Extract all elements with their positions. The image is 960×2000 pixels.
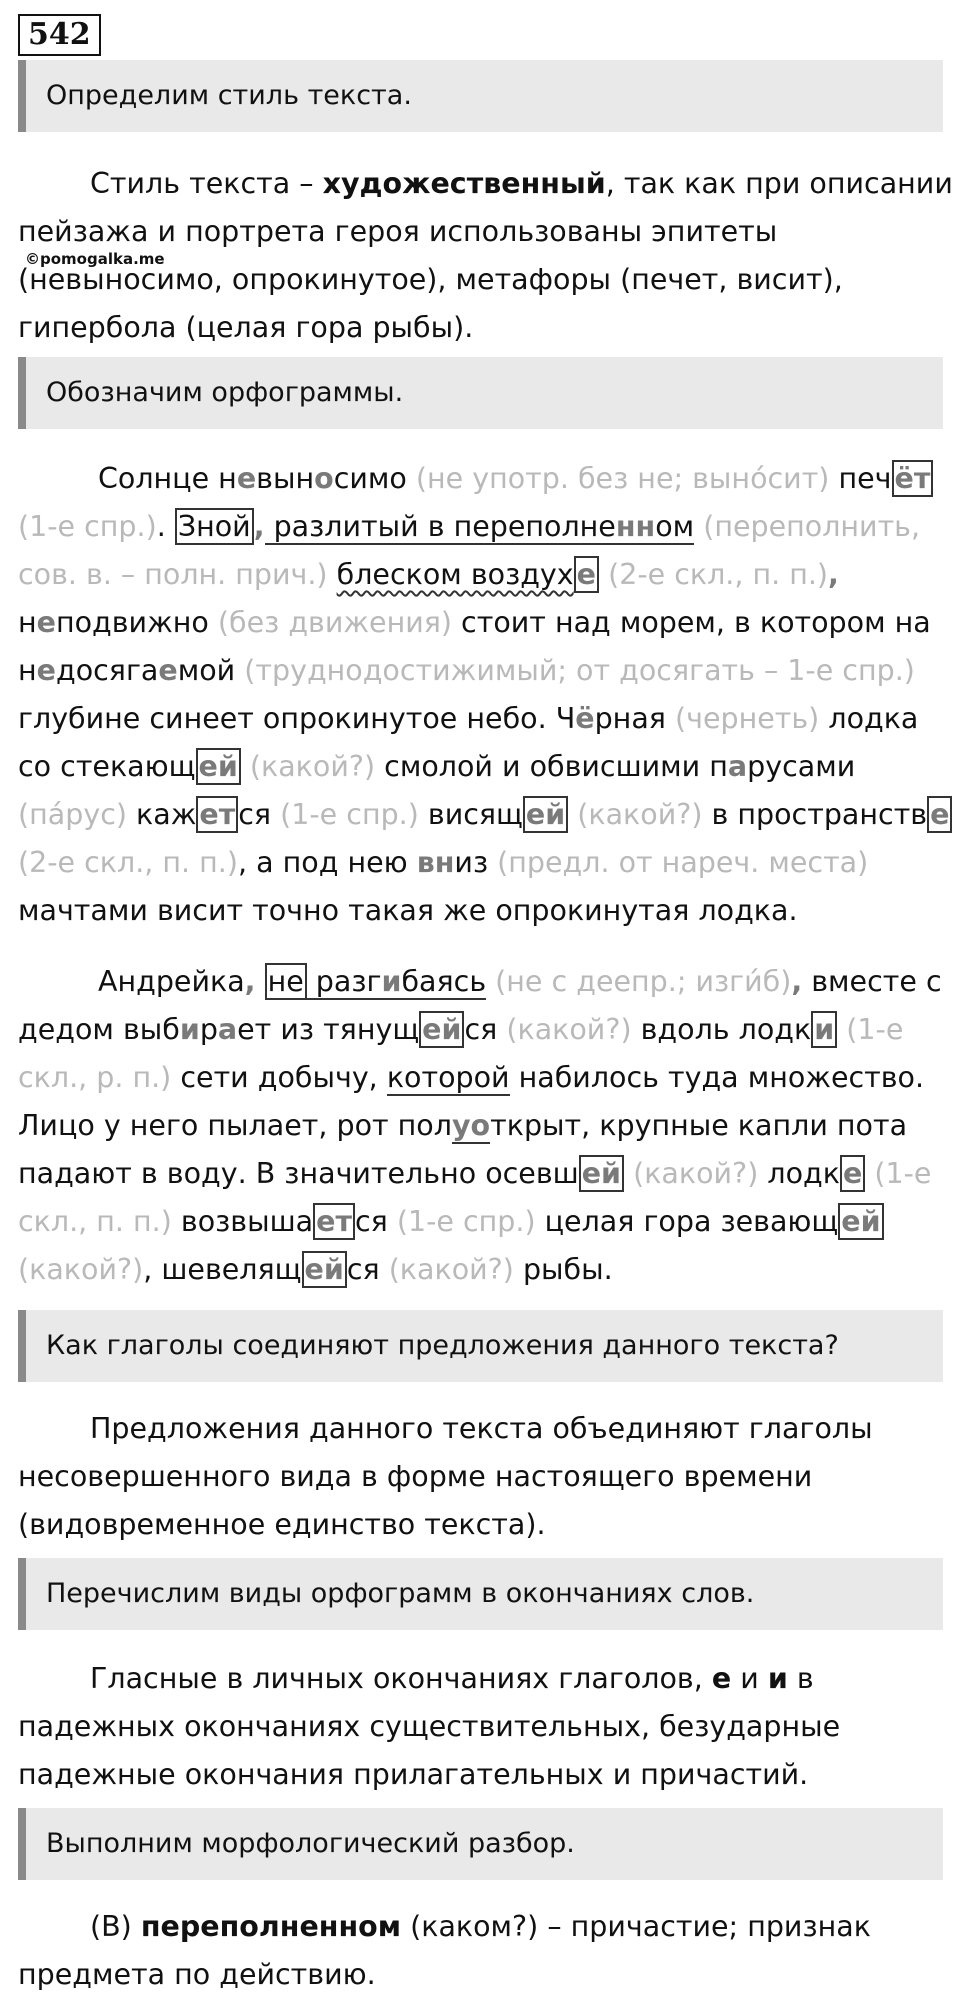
text-fragment: каж: [126, 798, 197, 831]
text-fragment: (ч: [675, 702, 703, 735]
text-fragment: н: [18, 654, 37, 687]
text-fragment: о: [314, 462, 334, 495]
text-fragment: (труднодостижимый; от досягать – 1-е спр.): [244, 654, 915, 687]
text-fragment: (каком?) – причастие; признак: [401, 1910, 871, 1943]
t2-line-7: [18, 1246, 943, 1294]
t1-line-2: [18, 503, 943, 551]
text-fragment: (не употр. без не; вын: [415, 462, 751, 495]
text-fragment: Гласные в личных окончаниях глаголов,: [90, 1662, 712, 1695]
text-fragment: [328, 558, 337, 591]
text-fragment: (2-е скл., п. п.): [599, 558, 829, 591]
text-fragment: е: [236, 462, 257, 495]
t2-line-5: [18, 1150, 943, 1198]
text-fragment: (не с деепр.; изг: [486, 965, 745, 998]
text-fragment: и: [731, 1662, 768, 1695]
text-line: падежных окончаниях существительных, безударные: [18, 1710, 841, 1743]
text-fragment: в: [787, 1662, 814, 1695]
text-fragment: (п: [18, 798, 48, 831]
text-fragment: ткрыт, крупные капли пота: [490, 1109, 908, 1142]
letter-e: е: [711, 1662, 732, 1695]
text-fragment: (какой?): [506, 1013, 632, 1046]
text-fragment: целая гора зевающ: [535, 1205, 839, 1238]
t1-line-7: [18, 743, 943, 791]
text-fragment: ё: [575, 702, 595, 735]
style-term: художественный: [322, 167, 606, 200]
text-fragment: ет: [196, 796, 238, 833]
analyzed-word: переполненном: [140, 1910, 402, 1943]
text-fragment: (1-е спр.): [396, 1205, 536, 1238]
heading-orthograms: Обозначим орфограммы.: [18, 357, 943, 429]
text-fragment: ся: [355, 1205, 397, 1238]
text-fragment: ,: [244, 965, 256, 998]
text-fragment: которой: [386, 1061, 510, 1094]
heading-verbs-question: Как глаголы соединяют предложения данного текста?: [18, 1310, 943, 1382]
t2-line-6: [18, 1198, 943, 1246]
text-fragment: мой: [177, 654, 245, 687]
text-fragment: вместе с: [802, 965, 942, 998]
text-fragment: а: [217, 1013, 238, 1046]
t1-line-6: [18, 695, 943, 743]
text-fragment: разлитый в переполне: [264, 510, 616, 543]
text-fragment: возвыша: [171, 1205, 314, 1238]
text-fragment: Лицо у него пылает, рот пол: [18, 1109, 452, 1142]
text-line: (видовременное единство текста).: [18, 1508, 546, 1541]
text-fragment: (2-е скл., п. п.): [18, 846, 238, 879]
text-line: пейзажа и портрета героя использованы эпитеты: [18, 215, 778, 248]
text-fragment: ет из тянущ: [237, 1013, 420, 1046]
text-fragment: рнеть): [720, 702, 820, 735]
t2-line-2: [18, 1006, 943, 1054]
text-fragment: печ: [838, 462, 892, 495]
text-fragment: рыбы.: [513, 1253, 613, 1286]
text-fragment: (какой?): [624, 1157, 759, 1190]
text-fragment: е: [840, 1155, 865, 1192]
text-fragment: , а под нею: [237, 846, 417, 879]
text-fragment: ёт: [892, 460, 934, 497]
text-fragment: баясь: [401, 965, 487, 998]
text-fragment: н: [18, 606, 37, 639]
t1-line-10: [18, 887, 943, 935]
text-fragment: (какой?): [18, 1253, 144, 1286]
text-line: (невыносимо, опрокинутое), метафоры (печет, висит),: [18, 263, 843, 296]
text-fragment: не: [265, 963, 307, 1000]
text-fragment: Андрейка: [98, 965, 245, 998]
text-fragment: (1-е: [837, 1013, 904, 1046]
text-part-1: [18, 455, 950, 935]
text-fragment: сов. в. – полн. прич.): [18, 558, 328, 591]
text-fragment: (какой?): [240, 750, 376, 783]
text-fragment: .: [156, 510, 175, 543]
heading-endings: Перечислим виды орфограмм в окончаниях слов.: [18, 1558, 943, 1630]
text-fragment: в пространств: [702, 798, 928, 831]
heading-style: Определим стиль текста.: [18, 60, 943, 132]
text-fragment: ей: [302, 1251, 347, 1288]
text-fragment: ей: [523, 796, 568, 833]
text-fragment: симо: [333, 462, 416, 495]
text-fragment: ,: [253, 510, 265, 543]
text-fragment: е: [158, 654, 178, 687]
text-fragment: ей: [196, 748, 241, 785]
text-line: падежные окончания прилагательных и причастий.: [18, 1758, 809, 1791]
text-fragment: (какой?): [568, 798, 703, 831]
text-fragment: сети добычу,: [171, 1061, 387, 1094]
t1-line-1: [18, 455, 943, 503]
text-fragment: дедом выб: [18, 1013, 180, 1046]
text-fragment: ей: [579, 1155, 624, 1192]
text-fragment: лодк: [758, 1157, 840, 1190]
t1-line-4: [18, 599, 943, 647]
text-fragment: подвижно: [55, 606, 218, 639]
text-fragment: ся: [464, 1013, 507, 1046]
text-fragment: Солнце н: [98, 462, 237, 495]
text-fragment: Стиль текста –: [90, 167, 323, 200]
heading-morphology: Выполним морфологический разбор.: [18, 1808, 943, 1880]
text-fragment: ся: [238, 798, 281, 831]
t2-line-3: [18, 1054, 943, 1102]
text-fragment: скл., р. п.): [18, 1061, 172, 1094]
text-fragment: (1-е спр.): [18, 510, 157, 543]
text-fragment: и: [381, 965, 402, 998]
text-fragment: е: [36, 654, 56, 687]
text-fragment: набилось туда множество.: [509, 1061, 925, 1094]
text-fragment: , шевелящ: [143, 1253, 302, 1286]
text-line: предмета по действию.: [18, 1958, 376, 1991]
text-fragment: Предложения данного текста объединяют глаголы: [90, 1412, 873, 1445]
text-fragment: русами: [747, 750, 856, 783]
text-fragment: (без движения): [217, 606, 452, 639]
text-fragment: из: [454, 846, 498, 879]
text-line: гипербола (целая гора рыбы).: [18, 311, 474, 344]
text-fragment: ом: [655, 510, 695, 543]
text-fragment: вын: [256, 462, 315, 495]
text-fragment: вдоль лодк: [631, 1013, 812, 1046]
text-fragment: блеском воздух: [336, 558, 574, 591]
text-fragment: , так как при описании: [605, 167, 953, 200]
text-fragment: ет: [313, 1203, 355, 1240]
text-fragment: о́: [750, 462, 768, 495]
t2-line-1: [18, 958, 943, 1006]
text-fragment: ей: [419, 1011, 464, 1048]
t1-line-5: [18, 647, 943, 695]
text-fragment: рус): [65, 798, 127, 831]
text-fragment: (какой?): [388, 1253, 514, 1286]
text-fragment: лодка: [819, 702, 919, 735]
text-line: несовершенного вида в форме настоящего времени: [18, 1460, 813, 1493]
text-fragment: уо: [451, 1109, 491, 1142]
text-fragment: и: [811, 1011, 837, 1048]
t1-line-9: [18, 839, 943, 887]
text-fragment: падают в воду. В значительно осевш: [18, 1157, 579, 1190]
text-fragment: е: [574, 556, 599, 593]
text-fragment: глубине синеет опрокинутое небо. Ч: [18, 702, 576, 735]
text-fragment: (1-е: [865, 1157, 932, 1190]
text-fragment: ся: [346, 1253, 389, 1286]
text-fragment: е: [927, 796, 952, 833]
watermark: ©pomogalka.me: [25, 250, 165, 268]
text-fragment: (В): [90, 1910, 141, 1943]
text-fragment: разг: [306, 965, 382, 998]
text-fragment: досяга: [55, 654, 159, 687]
text-fragment: мачтами висит точно такая же опрокинутая лодка.: [18, 894, 798, 927]
text-fragment: скл., п. п.): [18, 1205, 172, 1238]
text-fragment: и: [179, 1013, 200, 1046]
text-fragment: Зной: [175, 508, 254, 545]
text-fragment: р: [199, 1013, 218, 1046]
endings-paragraph: [18, 1655, 943, 1799]
text-fragment: смолой и обвисшими п: [375, 750, 728, 783]
text-fragment: и́: [744, 965, 763, 998]
text-fragment: а: [727, 750, 748, 783]
text-fragment: ,: [828, 558, 839, 591]
text-fragment: á: [47, 798, 66, 831]
text-fragment: ,: [791, 965, 803, 998]
t1-line-8: [18, 791, 950, 839]
text-fragment: сит): [767, 462, 839, 495]
text-fragment: висящ: [418, 798, 523, 831]
letter-i: и: [767, 1662, 788, 1695]
text-fragment: нн: [615, 510, 656, 543]
text-fragment: рная: [594, 702, 675, 735]
morph-paragraph: [18, 1903, 943, 1999]
text-fragment: (переполнить,: [694, 510, 921, 543]
task-number: 542: [18, 14, 101, 56]
text-part-2: [18, 958, 943, 1294]
t1-line-3: [18, 551, 943, 599]
text-fragment: е: [702, 702, 721, 735]
text-fragment: ей: [838, 1203, 883, 1240]
t2-line-4: [18, 1102, 943, 1150]
verbs-paragraph: [18, 1405, 943, 1549]
text-fragment: [256, 965, 265, 998]
text-fragment: б): [762, 965, 792, 998]
text-fragment: со стекающ: [18, 750, 196, 783]
text-fragment: (предл. от нареч. места): [497, 846, 869, 879]
text-fragment: вн: [416, 846, 455, 879]
text-fragment: (1-е спр.): [280, 798, 419, 831]
text-fragment: стоит над морем, в котором на: [452, 606, 931, 639]
text-fragment: е: [36, 606, 56, 639]
